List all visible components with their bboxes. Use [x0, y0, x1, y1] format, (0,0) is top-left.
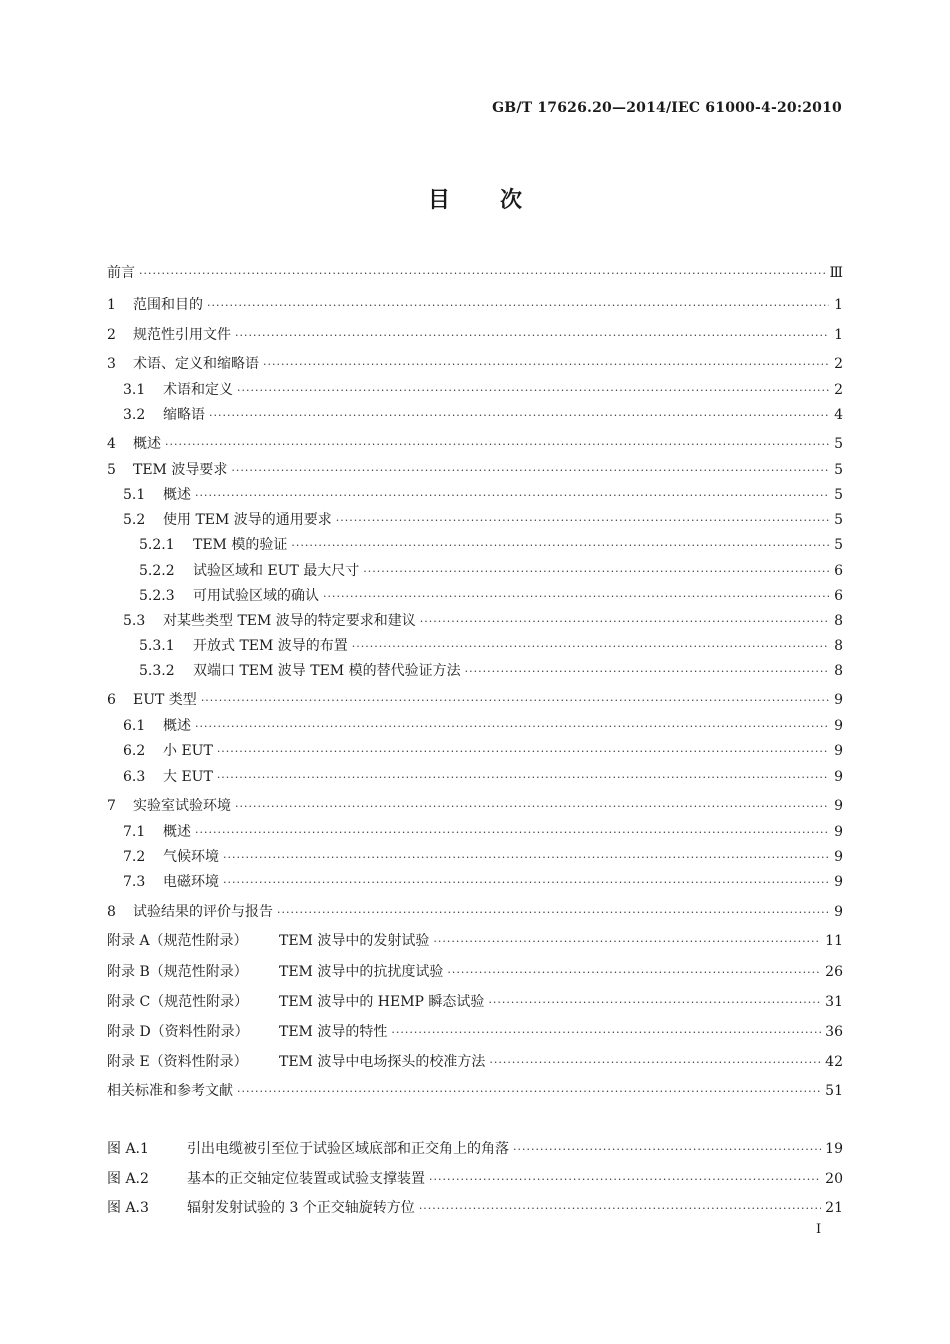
toc-leader-dots	[447, 964, 821, 982]
toc-leader-dots	[419, 1200, 821, 1218]
toc-entry-label: 术语、定义和缩略语	[133, 356, 259, 372]
toc-entry-number: 6.1	[123, 718, 146, 734]
toc-entry-label: 试验结果的评价与报告	[133, 904, 273, 920]
toc-entry-number: 附录 D（资料性附录）	[107, 1024, 249, 1040]
toc-entry-label: 试验区域和 EUT 最大尺寸	[193, 563, 360, 579]
toc-entry-number: 6	[107, 692, 116, 708]
toc-leader-dots	[323, 588, 829, 606]
toc-entry-number: 附录 E（资料性附录）	[107, 1054, 248, 1070]
toc-entry-page: 9	[834, 743, 843, 759]
toc-leader-dots	[139, 265, 825, 283]
toc-entry-page: 9	[834, 824, 843, 840]
toc-entry-label: 可用试验区域的确认	[193, 588, 319, 604]
toc-entry-number: 5.3	[123, 613, 146, 629]
toc-entry[interactable]	[107, 354, 843, 374]
toc-entry[interactable]	[139, 661, 843, 681]
toc-entry-number: 5.2.1	[139, 537, 175, 553]
toc-entry-number: 5	[107, 462, 116, 478]
toc-entry-page: 36	[825, 1024, 843, 1040]
toc-entry[interactable]	[107, 1052, 843, 1072]
toc-entry[interactable]	[139, 561, 843, 581]
toc-entry-page: 5	[834, 537, 843, 553]
toc-entry-page: Ⅲ	[829, 265, 843, 281]
toc-entry-label: EUT 类型	[133, 692, 197, 708]
toc-leader-dots	[420, 613, 829, 631]
toc-entry[interactable]	[123, 405, 843, 425]
toc-entry-page: 5	[834, 487, 843, 503]
toc-entry-number: 7.1	[123, 824, 146, 840]
toc-entry-number: 附录 C（规范性附录）	[107, 994, 249, 1010]
toc-leader-dots	[277, 904, 829, 922]
toc-leader-dots	[165, 436, 829, 454]
toc-entry-label: 缩略语	[163, 407, 205, 423]
toc-entry-label: 电磁环境	[163, 874, 219, 890]
toc-leader-dots	[201, 692, 829, 710]
toc-entry[interactable]	[107, 1022, 843, 1042]
toc-entry-page: 21	[825, 1200, 843, 1216]
toc-leader-dots	[433, 933, 821, 951]
toc-leader-dots	[465, 663, 829, 681]
toc-leader-dots	[429, 1171, 821, 1189]
toc-entry-number: 图 A.3	[107, 1200, 149, 1216]
toc-entry-number: 5.2.3	[139, 588, 175, 604]
toc-entry-number: 图 A.2	[107, 1171, 149, 1187]
toc-entry-label: TEM 波导中的抗扰度试验	[279, 964, 444, 980]
toc-entry-page: 11	[825, 933, 843, 949]
toc-entry[interactable]	[107, 690, 843, 710]
toc-entry-label: TEM 波导要求	[133, 462, 228, 478]
toc-entry-label: 概述	[163, 718, 191, 734]
toc-entry[interactable]	[107, 325, 843, 345]
page-number: I	[816, 1222, 822, 1237]
toc-entry-number: 1	[107, 297, 116, 313]
toc-entry-number: 图 A.1	[107, 1141, 149, 1157]
toc-leader-dots	[207, 297, 829, 315]
toc-entry[interactable]	[107, 434, 843, 454]
toc-entry-number: 5.2.2	[139, 563, 175, 579]
toc-leader-dots	[352, 638, 829, 656]
toc-entry-label: 前言	[107, 265, 135, 281]
toc-entry-number: 3.2	[123, 407, 146, 423]
toc-entry-number: 2	[107, 327, 116, 343]
toc-entry-label: 基本的正交轴定位装置或试验支撑装置	[187, 1171, 425, 1187]
toc-entry[interactable]	[107, 1198, 843, 1218]
toc-entry-number: 7.3	[123, 874, 146, 890]
toc-entry-label: 双端口 TEM 波导 TEM 模的替代验证方法	[193, 663, 461, 679]
toc-entry-number: 6.2	[123, 743, 146, 759]
toc-entry-number: 7	[107, 798, 116, 814]
toc-entry-number: 5.3.1	[139, 638, 175, 654]
toc-entry[interactable]	[123, 847, 843, 867]
toc-leader-dots	[489, 1054, 821, 1072]
toc-entry-label: TEM 波导中电场探头的校准方法	[279, 1054, 486, 1070]
toc-entry-label: 范围和目的	[133, 297, 203, 313]
toc-leader-dots	[217, 743, 829, 761]
toc-entry-page: 20	[825, 1171, 843, 1187]
toc-entry-page: 51	[825, 1083, 843, 1099]
toc-entry-label: 实验室试验环境	[133, 798, 231, 814]
toc-entry[interactable]	[107, 460, 843, 480]
toc-entry-page: 8	[834, 663, 843, 679]
toc-entry[interactable]	[107, 263, 843, 283]
toc-entry-label: TEM 模的验证	[193, 537, 288, 553]
toc-entry[interactable]	[139, 586, 843, 606]
toc-entry-label: 规范性引用文件	[133, 327, 231, 343]
toc-entry[interactable]	[123, 485, 843, 505]
toc-leader-dots	[195, 718, 829, 736]
toc-entry[interactable]	[139, 636, 843, 656]
toc-entry-label: 辐射发射试验的 3 个正交轴旋转方位	[187, 1200, 415, 1216]
toc-entry-label: 对某些类型 TEM 波导的特定要求和建议	[163, 613, 416, 629]
toc-entry-page: 5	[834, 462, 843, 478]
toc-entry-page: 8	[834, 613, 843, 629]
toc-entry-page: 9	[834, 904, 843, 920]
toc-entry-label: 使用 TEM 波导的通用要求	[163, 512, 332, 528]
toc-entry-label: 大 EUT	[163, 769, 213, 785]
toc-entry-number: 4	[107, 436, 116, 452]
toc-entry-label: 概述	[163, 824, 191, 840]
toc-leader-dots	[231, 462, 829, 480]
toc-entry-page: 26	[825, 964, 843, 980]
toc-entry-label: 概述	[163, 487, 191, 503]
title-char-2: 次	[500, 188, 523, 213]
toc-leader-dots	[237, 382, 829, 400]
toc-entry[interactable]	[107, 992, 843, 1012]
toc-entry-page: 31	[825, 994, 843, 1010]
toc-leader-dots	[291, 537, 829, 555]
toc-entry-page: 4	[834, 407, 843, 423]
toc-leader-dots	[513, 1141, 821, 1159]
toc-entry-number: 3.1	[123, 382, 146, 398]
toc-entry-number: 3	[107, 356, 116, 372]
toc-entry-number: 附录 B（规范性附录）	[107, 964, 248, 980]
document-code: GB/T 17626.20—2014/IEC 61000-4-20:2010	[492, 100, 842, 116]
toc-entry-page: 9	[834, 849, 843, 865]
toc-entry[interactable]	[123, 611, 843, 631]
toc-entry[interactable]	[139, 535, 843, 555]
toc-entry-page: 42	[825, 1054, 843, 1070]
toc-leader-dots	[195, 824, 829, 842]
toc-entry-page: 9	[834, 769, 843, 785]
toc-entry[interactable]	[107, 796, 843, 816]
toc-entry-page: 5	[834, 512, 843, 528]
toc-entry[interactable]	[123, 872, 843, 892]
toc-entry-page: 5	[834, 436, 843, 452]
toc-entry-label: 概述	[133, 436, 161, 452]
toc-leader-dots	[235, 327, 829, 345]
toc-entry-page: 8	[834, 638, 843, 654]
toc-entry-page: 6	[834, 563, 843, 579]
toc-entry-label: 开放式 TEM 波导的布置	[193, 638, 348, 654]
toc-entry-label: 小 EUT	[163, 743, 213, 759]
toc-entry-page: 2	[834, 356, 843, 372]
toc-leader-dots	[223, 874, 829, 892]
toc-entry[interactable]	[107, 295, 843, 315]
title-char-1: 目	[427, 188, 450, 213]
toc-leader-dots	[223, 849, 829, 867]
toc-entry-page: 9	[834, 874, 843, 890]
toc-entry-number: 5.1	[123, 487, 146, 503]
toc-entry[interactable]	[107, 962, 843, 982]
toc-entry-label: 引出电缆被引至位于试验区域底部和正交角上的角落	[187, 1141, 509, 1157]
toc-entry-page: 1	[834, 327, 843, 343]
toc-entry[interactable]	[123, 767, 843, 787]
toc-leader-dots	[217, 769, 829, 787]
toc-leader-dots	[263, 356, 829, 374]
toc-entry-page: 9	[834, 692, 843, 708]
toc-entry-page: 6	[834, 588, 843, 604]
toc-leader-dots	[195, 487, 829, 505]
toc-entry-label: TEM 波导的特性	[279, 1024, 388, 1040]
toc-entry[interactable]	[107, 1139, 843, 1159]
toc-leader-dots	[237, 1083, 821, 1101]
toc-leader-dots	[209, 407, 829, 425]
toc-entry-label: 相关标准和参考文献	[107, 1083, 233, 1099]
toc-entry-label: TEM 波导中的 HEMP 瞬态试验	[279, 994, 485, 1010]
toc-entry[interactable]	[123, 380, 843, 400]
toc-leader-dots	[391, 1024, 821, 1042]
toc-entry-page: 19	[825, 1141, 843, 1157]
toc-entry-page: 9	[834, 798, 843, 814]
toc-entry-number: 6.3	[123, 769, 146, 785]
toc-entry[interactable]	[107, 1081, 843, 1101]
toc-entry-number: 5.2	[123, 512, 146, 528]
toc-entry[interactable]	[107, 1169, 843, 1189]
toc-leader-dots	[363, 563, 829, 581]
page-title	[0, 183, 950, 214]
toc-leader-dots	[336, 512, 829, 530]
toc-entry-page: 2	[834, 382, 843, 398]
toc-leader-dots	[488, 994, 821, 1012]
toc-entry-number: 附录 A（规范性附录）	[107, 933, 248, 949]
toc-entry[interactable]	[107, 931, 843, 951]
toc-entry-label: TEM 波导中的发射试验	[279, 933, 430, 949]
toc-entry-page: 1	[834, 297, 843, 313]
toc-entry[interactable]	[123, 716, 843, 736]
toc-entry-number: 5.3.2	[139, 663, 175, 679]
toc-entry-label: 气候环境	[163, 849, 219, 865]
toc-entry[interactable]	[123, 822, 843, 842]
toc-entry-number: 7.2	[123, 849, 146, 865]
toc-entry[interactable]	[123, 741, 843, 761]
toc-entry-page: 9	[834, 718, 843, 734]
toc-entry[interactable]	[107, 902, 843, 922]
toc-entry[interactable]	[123, 510, 843, 530]
toc-leader-dots	[235, 798, 829, 816]
toc-entry-label: 术语和定义	[163, 382, 233, 398]
toc-entry-number: 8	[107, 904, 116, 920]
